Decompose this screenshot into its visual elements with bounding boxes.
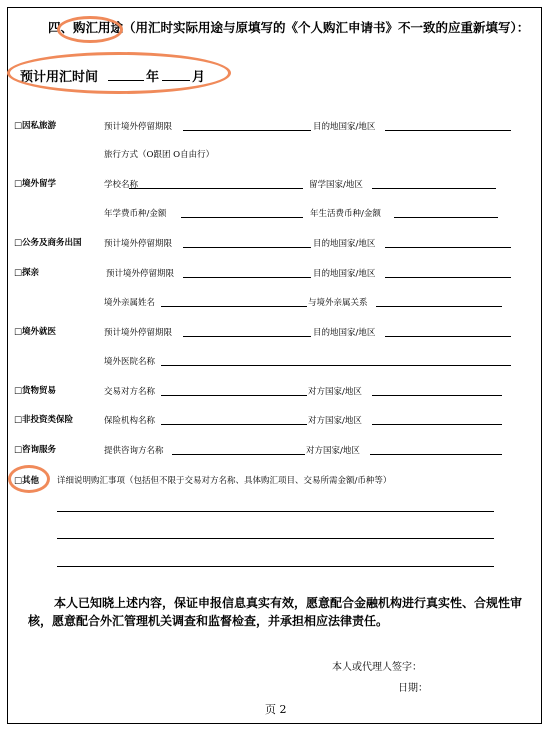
consulting-country-label: 对方国家/地区 [306,446,360,456]
visit-dest-label: 目的地国家/地区 [313,269,376,279]
consulting-provider-input[interactable] [172,454,305,455]
study-school-input[interactable] [129,188,303,189]
study-living-input[interactable] [394,217,498,218]
category-business[interactable]: □公务及商务出国 [14,238,82,248]
tourism-mode-label[interactable]: 旅行方式（O跟团 O自由行） [104,150,215,160]
category-tourism[interactable]: □因私旅游 [14,121,57,131]
medical-stay-input[interactable] [183,336,311,337]
visit-relative-name-input[interactable] [161,306,307,307]
time-label: 预计用汇时间 [20,70,99,85]
page-number: 页 2 [265,703,287,716]
medical-hospital-input[interactable] [161,365,511,366]
date-label: 日期： [398,683,428,694]
visit-relation-input[interactable] [376,306,502,307]
trade-country-input[interactable] [372,395,502,396]
tourism-dest-input[interactable] [385,130,511,131]
section-title: 四、购汇用途（用汇时实际用途与原填写的《个人购汇申请书》不一致的应重新填写）： [48,20,530,35]
other-line-3[interactable] [57,566,494,567]
category-study[interactable]: □境外留学 [14,179,57,189]
category-other[interactable]: □其他 [14,476,40,486]
highlight-circle-time [7,52,231,94]
study-living-label: 年生活费币种/金额 [310,209,381,219]
visit-dest-input[interactable] [385,277,511,278]
tourism-stay-label: 预计境外停留期限 [104,122,173,132]
insurance-org-input[interactable] [161,424,307,425]
trade-party-input[interactable] [161,395,307,396]
visit-stay-label: 预计境外停留期限 [106,269,175,279]
visit-relative-name-label: 境外亲属姓名 [104,298,156,308]
trade-country-label: 对方国家/地区 [308,387,362,397]
business-stay-label: 预计境外停留期限 [104,239,173,249]
business-stay-input[interactable] [183,247,311,248]
study-country-input[interactable] [372,188,496,189]
insurance-org-label: 保险机构名称 [104,416,156,426]
category-trade[interactable]: □货物贸易 [14,386,57,396]
tourism-dest-label: 目的地国家/地区 [313,122,376,132]
business-dest-input[interactable] [385,247,511,248]
category-insurance[interactable]: □非投资类保险 [14,415,74,425]
highlight-circle-purpose [57,16,123,43]
signature-label: 本人或代理人签字： [332,662,422,673]
study-country-label: 留学国家/地区 [309,180,363,190]
visit-relation-label: 与境外亲属关系 [308,298,368,308]
category-consulting[interactable]: □咨询服务 [14,445,57,455]
other-description-label: 详细说明购汇事项（包括但不限于交易对方名称、具体购汇项目、交易所需金额/币种等） [57,476,392,486]
declaration-text: 本人已知晓上述内容，保证申报信息真实有效，愿意配合金融机构进行真实性、合规性审核，愿意配合外汇管理机关调查和监督检查，并承担相应法律责任。 [28,596,523,628]
category-visit[interactable]: □探亲 [14,268,40,278]
other-line-1[interactable] [57,511,494,512]
study-tuition-input[interactable] [181,217,303,218]
study-tuition-label: 年学费币种/金额 [104,209,167,219]
other-line-2[interactable] [57,538,494,539]
consulting-country-input[interactable] [370,454,502,455]
medical-hospital-label: 境外医院名称 [104,357,156,367]
medical-stay-label: 预计境外停留期限 [104,328,173,338]
insurance-country-input[interactable] [372,424,502,425]
consulting-provider-label: 提供咨询方名称 [104,446,164,456]
study-school-label: 学校名称 [104,180,139,190]
business-dest-label: 目的地国家/地区 [313,239,376,249]
insurance-country-label: 对方国家/地区 [308,416,362,426]
medical-dest-label: 目的地国家/地区 [313,328,376,338]
medical-dest-input[interactable] [385,336,511,337]
visit-stay-input[interactable] [183,277,311,278]
highlight-circle-other [8,465,50,493]
year-label: 年 [146,70,160,85]
category-medical[interactable]: □境外就医 [14,327,57,337]
month-label: 月 [192,70,206,85]
trade-party-label: 交易对方名称 [104,387,156,397]
tourism-stay-input[interactable] [183,130,311,131]
